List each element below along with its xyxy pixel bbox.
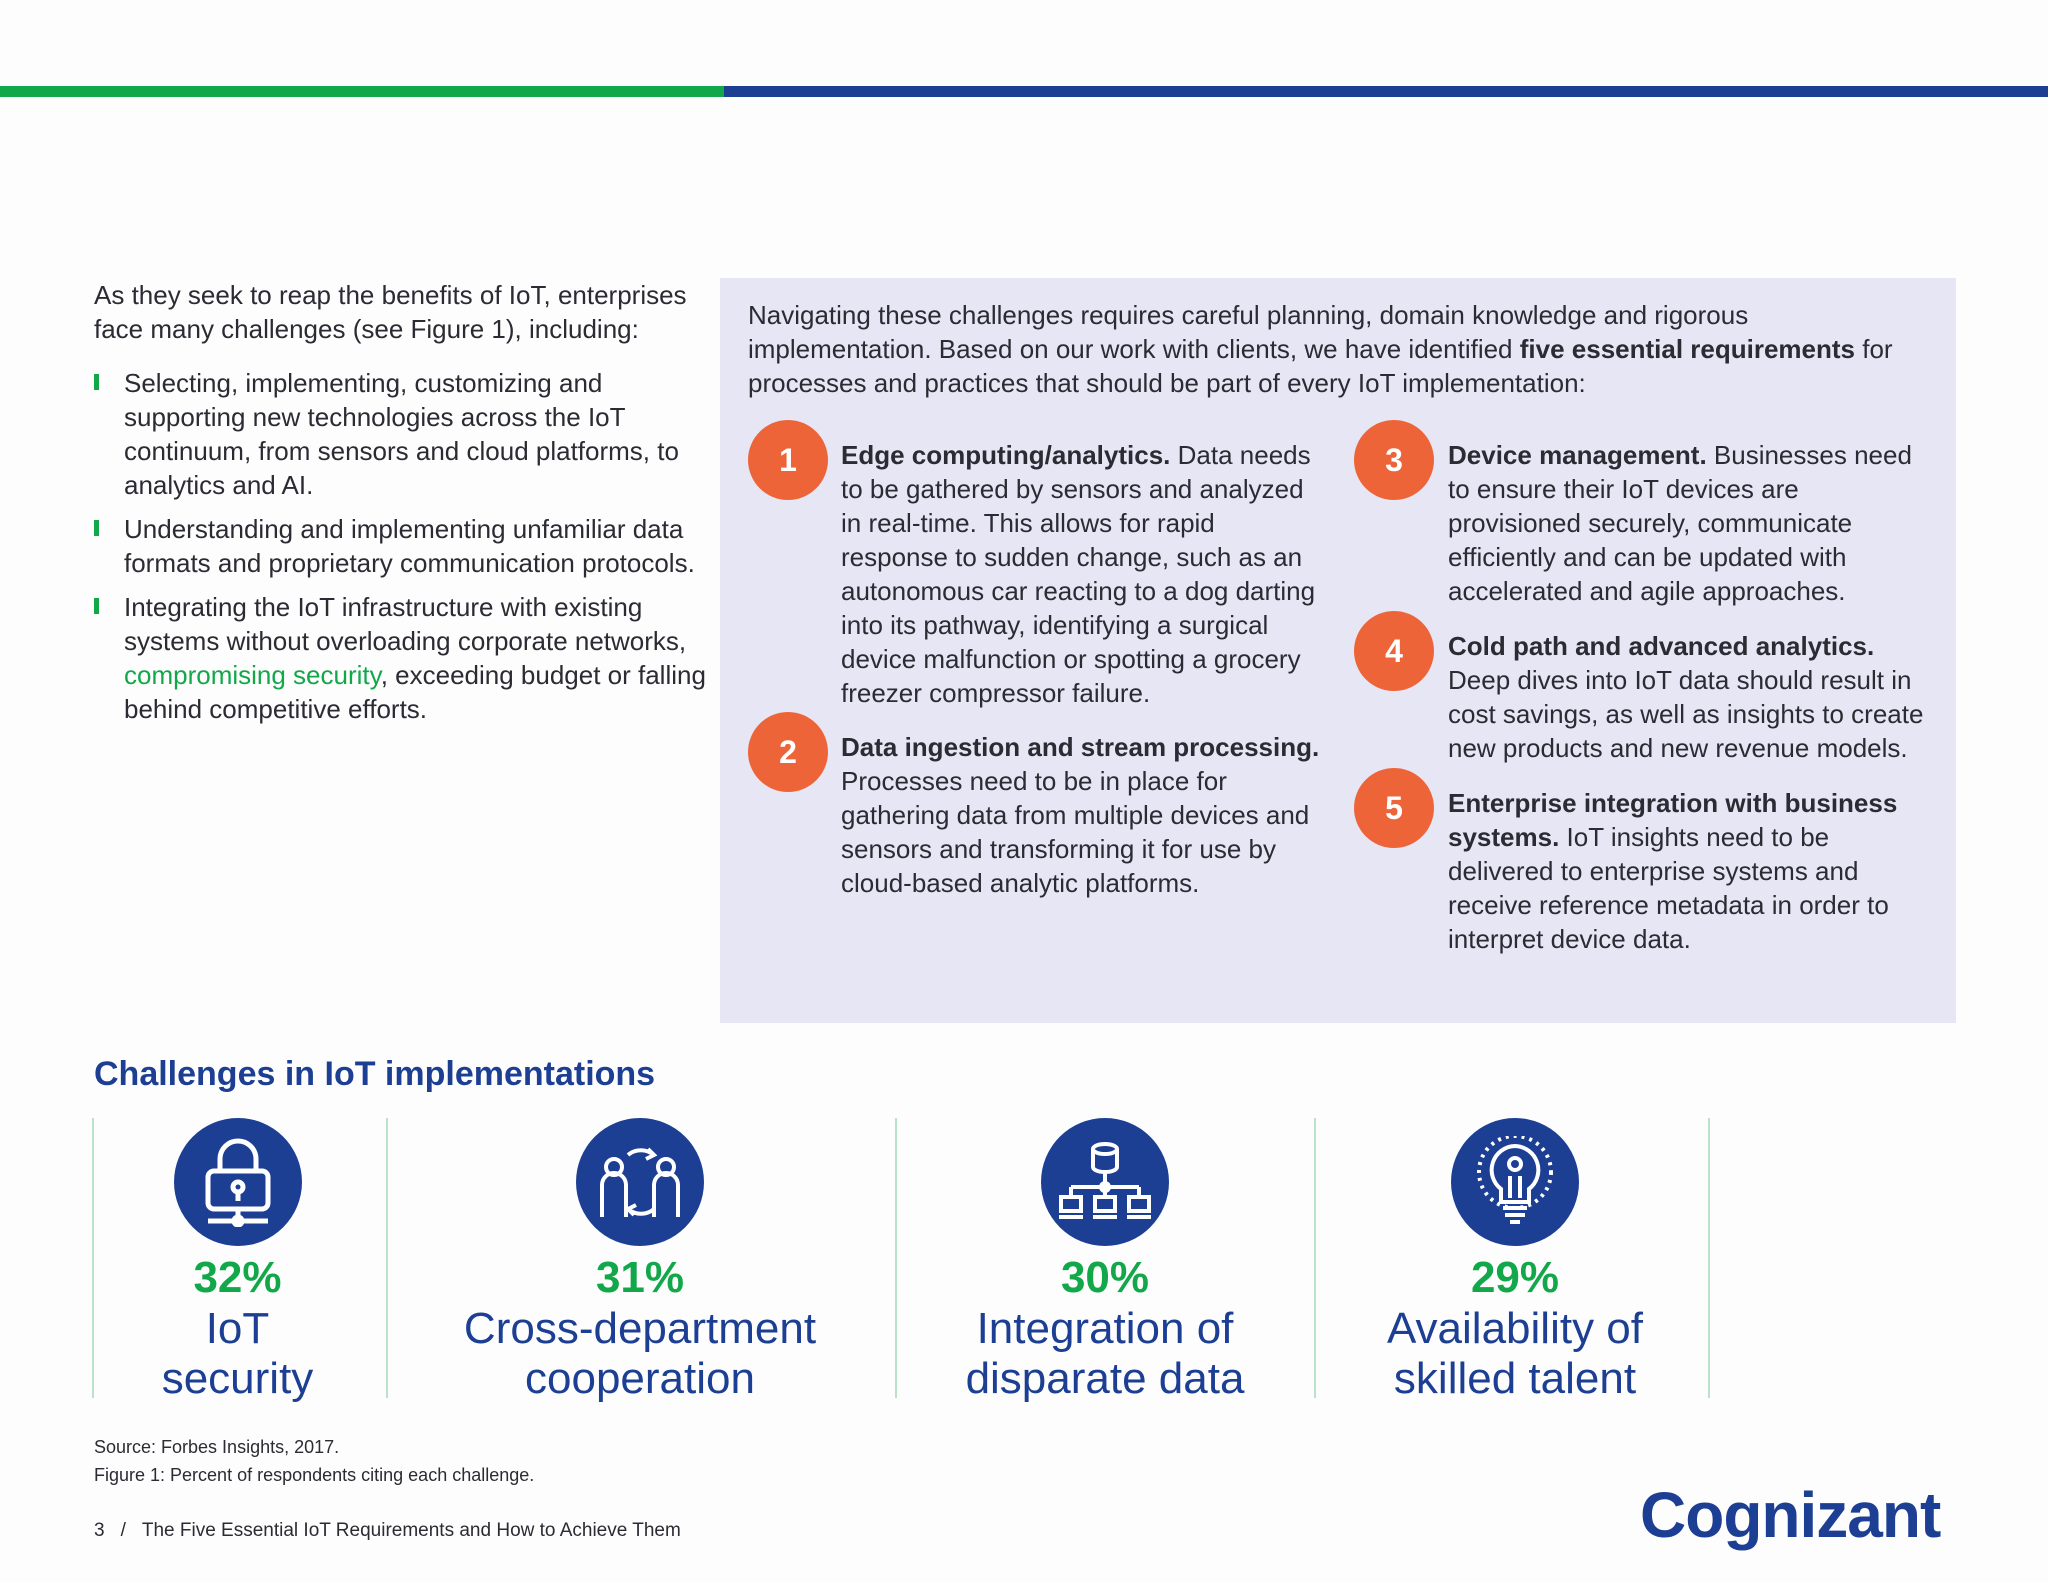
people-exchange-icon xyxy=(576,1118,704,1246)
requirement-text xyxy=(1448,786,1938,956)
header-accent-green xyxy=(0,86,724,97)
intro-lead: As they seek to reap the benefits of IoT, enterprises face many challenges (see Figure 1), including: xyxy=(94,280,687,344)
requirement-body: Processes need to be in place for gathering data from multiple devices and sensors and transforming it for use by cloud-based analytic platforms. xyxy=(841,766,1310,898)
requirements-intro xyxy=(748,298,1928,400)
list-item xyxy=(94,366,714,502)
requirement-body: Data needs to be gathered by sensors and analyzed in real-time. This allows for rapid response to sudden change, such as an autonomous car reacting to a dog darting into its pathway, identifying a surgical device malfunction or spotting a grocery freezer compressor failure. xyxy=(841,440,1316,708)
bullet-marker xyxy=(94,520,99,536)
bullet-text: Integrating the IoT infrastructure with existing systems without overloading corporate networks, xyxy=(124,592,687,656)
figure-source xyxy=(94,1433,534,1489)
stat-label: Integration of xyxy=(976,1304,1234,1353)
chart-title: Challenges in IoT implementations xyxy=(94,1055,656,1093)
requirements-intro-bold: five essential requirements xyxy=(1519,334,1856,364)
column-divider xyxy=(1708,1118,1710,1398)
requirement-text xyxy=(1448,629,1938,765)
requirement-body: Deep dives into IoT data should result in cost savings, as well as insights to create new products and new revenue models. xyxy=(1448,665,1924,763)
stat-label: Cross-department xyxy=(463,1304,817,1353)
number-badge: 3 xyxy=(1354,420,1434,500)
column-divider xyxy=(1314,1118,1316,1398)
number-badge: 5 xyxy=(1354,768,1434,848)
footer-separator: / xyxy=(120,1520,126,1541)
page-number: 3 xyxy=(94,1520,105,1541)
stat-label: cooperation xyxy=(525,1354,755,1403)
stat-label: security xyxy=(161,1354,314,1403)
lock-icon xyxy=(174,1118,302,1246)
requirement-title: Cold path and advanced analytics. xyxy=(1448,631,1875,661)
number-badge: 1 xyxy=(748,420,828,500)
requirement-title: Enterprise integration with business systems. xyxy=(1448,788,1898,852)
requirement-text xyxy=(841,730,1331,900)
requirement-text xyxy=(1448,438,1928,608)
stat-column-cross-department xyxy=(430,1118,850,1404)
page-footer xyxy=(94,1520,681,1542)
stat-label: IoT xyxy=(205,1304,270,1353)
requirement-title: Device management. xyxy=(1448,440,1707,470)
stat-column-iot-security xyxy=(100,1118,375,1404)
stat-value: 29% xyxy=(1470,1253,1560,1302)
requirements-intro-text: for processes and practices that should be part of every IoT implementation: xyxy=(748,334,1893,398)
column-divider xyxy=(92,1118,94,1398)
requirement-body: IoT insights need to be delivered to enterprise systems and receive reference metadata in order to interpret device data. xyxy=(1448,822,1889,954)
challenge-list xyxy=(94,366,714,726)
cognizant-logo: Cognizant xyxy=(1640,1479,1941,1551)
requirements-panel xyxy=(720,278,1956,1023)
lightbulb-person-icon xyxy=(1451,1118,1579,1246)
source-line: Source: Forbes Insights, 2017. xyxy=(94,1437,340,1457)
number-badge: 2 xyxy=(748,712,828,792)
requirement-text xyxy=(841,438,1321,710)
stat-label: disparate data xyxy=(965,1354,1245,1403)
bullet-marker xyxy=(94,374,99,390)
header-accent-blue xyxy=(724,86,2048,97)
requirement-title: Data ingestion and stream processing. xyxy=(841,732,1320,762)
figure-caption: Figure 1: Percent of respondents citing each challenge. xyxy=(94,1465,535,1485)
stat-column-integration xyxy=(910,1118,1300,1404)
bullet-marker xyxy=(94,598,99,614)
stat-label: skilled talent xyxy=(1393,1354,1637,1403)
stat-value: 31% xyxy=(595,1253,685,1302)
intro-section xyxy=(94,278,714,736)
requirements-intro-text: Navigating these challenges requires careful planning, domain knowledge and rigorous implementation. Based on our work with clients, we have identified xyxy=(748,300,1749,364)
bullet-text: Selecting, implementing, customizing and supporting new technologies across the IoT continuum, from sensors and cloud platforms, to analytics and AI. xyxy=(124,368,679,500)
compromising-security-link[interactable]: compromising security xyxy=(124,660,381,690)
bullet-text: , exceeding budget or falling behind competitive efforts. xyxy=(124,660,706,724)
requirement-body: Businesses need to ensure their IoT devices are provisioned securely, communicate efficiently and can be updated with accelerated and agile approaches. xyxy=(1448,440,1912,606)
stat-label: Availability of xyxy=(1387,1304,1643,1353)
stat-column-skilled-talent xyxy=(1330,1118,1700,1404)
stat-value: 32% xyxy=(193,1253,282,1302)
requirement-title: Edge computing/analytics. xyxy=(841,440,1171,470)
bullet-text: Understanding and implementing unfamiliar data formats and proprietary communication protocols. xyxy=(124,514,695,578)
number-badge: 4 xyxy=(1354,611,1434,691)
stat-value: 30% xyxy=(1060,1253,1150,1302)
column-divider xyxy=(386,1118,388,1398)
document-title: The Five Essential IoT Requirements and How to Achieve Them xyxy=(141,1520,681,1541)
list-item xyxy=(94,512,714,580)
column-divider xyxy=(895,1118,897,1398)
list-item xyxy=(94,590,714,726)
database-network-icon xyxy=(1041,1118,1169,1246)
